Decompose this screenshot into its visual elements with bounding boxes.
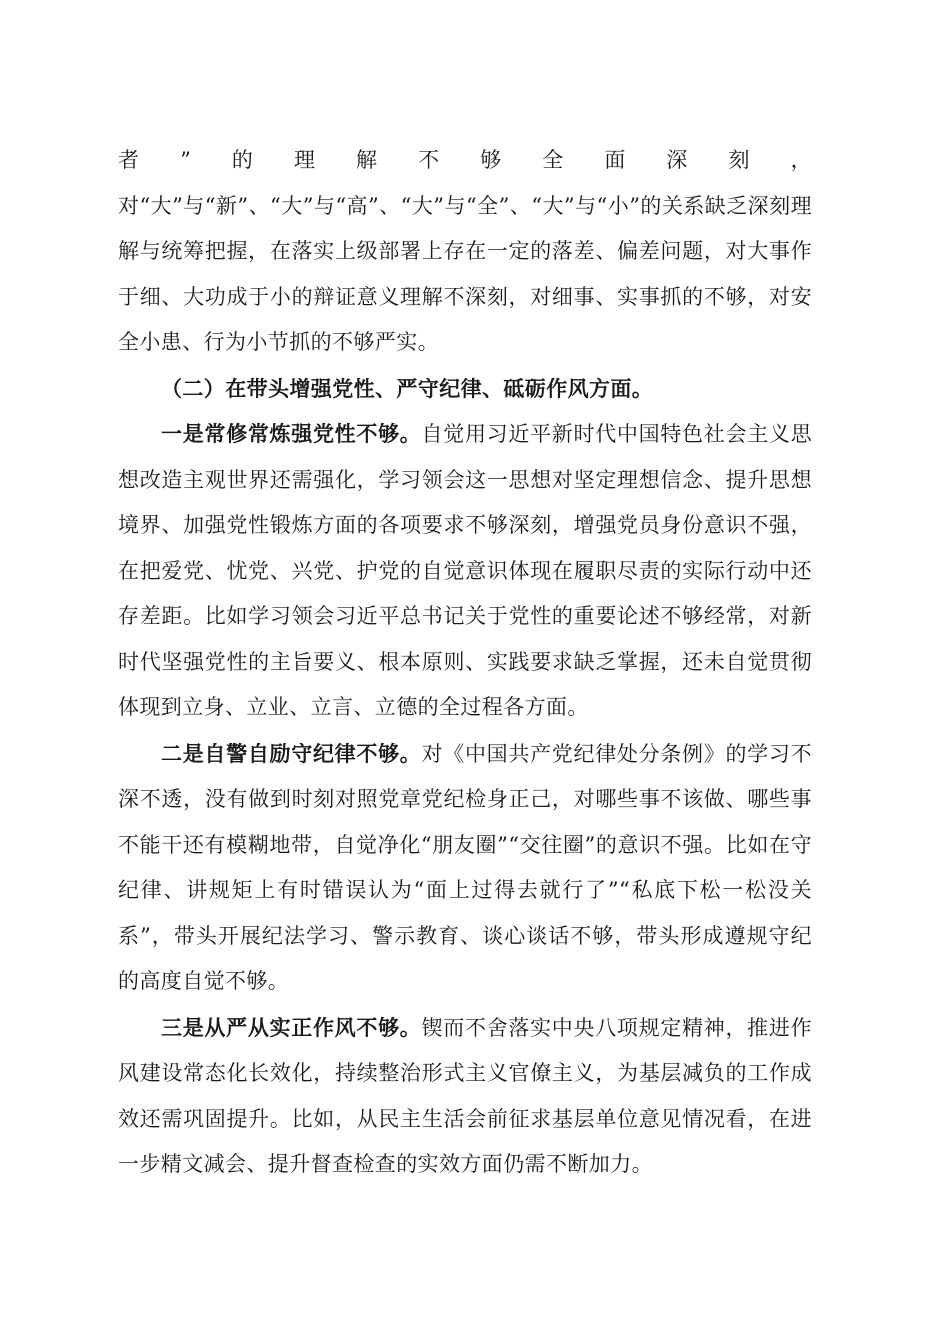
document-page bbox=[118, 138, 812, 1188]
section-heading bbox=[118, 366, 812, 412]
section-heading-text: （二）在带头增强党性、严守纪律、砥砺作风方面。 bbox=[161, 375, 654, 401]
paragraph-continuation bbox=[118, 138, 812, 366]
paragraph-text: 锲而不舍落实中央八项规定精神，推进作风建设常态化长效化，持续整治形式主义官僚主义，为基层减负的工作成效还需巩固提升。比如，从民主生活会前征求基层单位意见情况看，在进一步精文减会、提升督查检查的实效方面仍需不断加力。 bbox=[118, 1015, 812, 1176]
paragraph-lead: 三是从严从实正作风不够。 bbox=[161, 1014, 422, 1040]
paragraph-text: 者”的理解不够全面深刻，对“大”与“新”、“大”与“高”、“大”与“全”、“大”与“小”的关系缺乏深刻理解与统筹把握，在落实上级部署上存在一定的落差、偏差问题，对大事作于细、大功成于小的辩证意义理解不深刻，对细事、实事抓的不够，对安全小患、行为小节抓的不够严实。 bbox=[118, 148, 812, 354]
paragraph-party-spirit bbox=[118, 411, 812, 731]
paragraph-lead: 一是常修常炼强党性不够。 bbox=[161, 421, 422, 446]
paragraph-lead: 二是自警自励守纪律不够。 bbox=[161, 740, 422, 766]
paragraph-discipline bbox=[118, 731, 812, 1005]
paragraph-work-style bbox=[118, 1005, 812, 1188]
paragraph-text: 自觉用习近平新时代中国特色社会主义思想改造主观世界还需强化，学习领会这一思想对坚定理想信念、提升思想境界、加强党性锻炼方面的各项要求不够深刻，增强党员身份意识不强，在把爱党、忧党、兴党、护党的自觉意识体现在履职尽责的实际行动中还存差距。比如学习领会习近平总书记关于党性的重要论述不够经常，对新时代坚强党性的主旨要义、根本原则、实践要求缺乏掌握，还未自觉贯彻体现到立身、立业、立言、立德的全过程各方面。 bbox=[118, 422, 812, 719]
paragraph-text: 对《中国共产党纪律处分条例》的学习不深不透，没有做到时刻对照党章党纪检身正己，对哪些事不该做、哪些事不能干还有模糊地带，自觉净化“朋友圈”“交往圈”的意识不强。比如在守纪律、讲规矩上有时错误认为“面上过得去就行了”“私底下松一松没关系”，带头开展纪法学习、警示教育、谈心谈话不够，带头形成遵规守纪的高度自觉不够。 bbox=[118, 741, 812, 993]
